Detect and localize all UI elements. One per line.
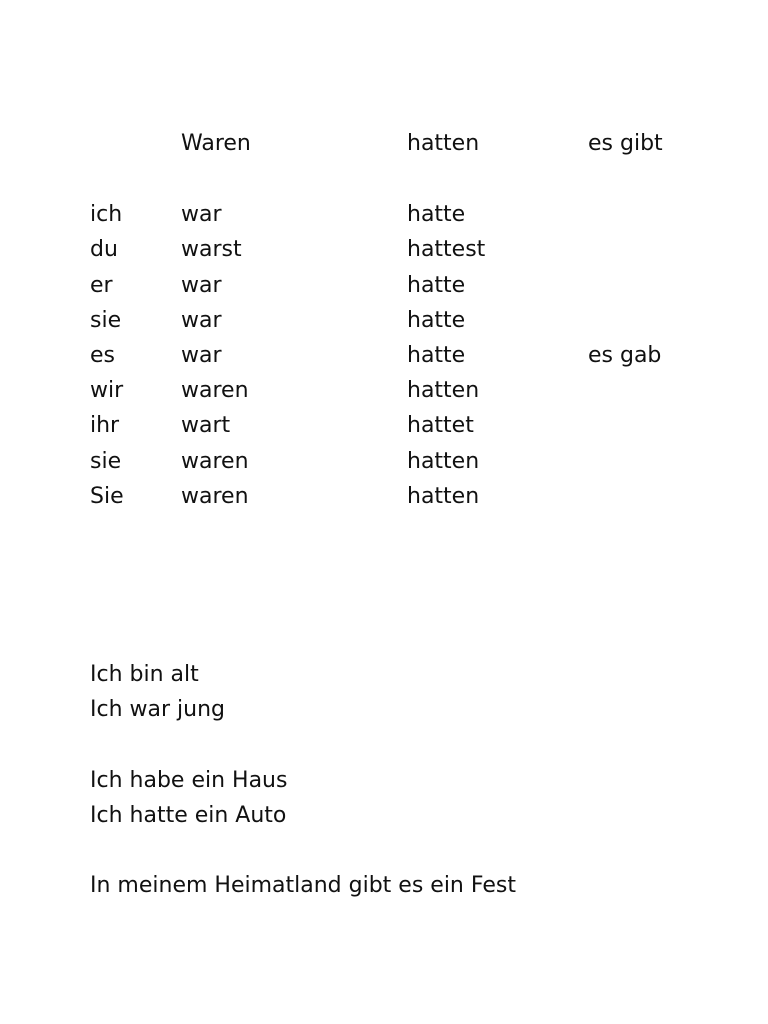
sein-cell: wart <box>181 413 231 439</box>
table-row <box>90 197 708 232</box>
haben-cell: hatten <box>407 483 480 509</box>
pronoun-cell: sie <box>90 307 122 333</box>
sein-cell: war <box>181 202 222 228</box>
geben-cell <box>588 197 708 232</box>
pronoun-cell: es <box>90 343 115 369</box>
header-waren: Waren <box>181 131 251 156</box>
geben-cell <box>588 232 708 267</box>
geben-cell <box>588 408 708 443</box>
sentence-line: Ich habe ein Haus <box>90 767 288 793</box>
sein-cell: waren <box>181 483 249 509</box>
paragraph-gap <box>90 727 516 762</box>
conjugation-table <box>90 126 708 514</box>
haben-cell: hatte <box>407 343 466 369</box>
pronoun-cell: ihr <box>90 413 120 439</box>
pronoun-cell: sie <box>90 448 122 474</box>
pronoun-cell: er <box>90 272 113 298</box>
sentence-line: Ich bin alt <box>90 662 199 687</box>
sentence-line: Ich war jung <box>90 697 225 723</box>
sein-cell: war <box>181 343 222 369</box>
geben-cell <box>588 373 708 408</box>
table-row <box>90 338 708 373</box>
sein-cell: waren <box>181 378 249 404</box>
header-hatten: hatten <box>407 131 480 156</box>
haben-cell: hatte <box>407 202 466 228</box>
geben-cell <box>588 303 708 338</box>
table-row <box>90 479 708 514</box>
pronoun-cell: Sie <box>90 483 124 509</box>
sein-cell: war <box>181 307 222 333</box>
table-row <box>90 444 708 479</box>
haben-cell: hatten <box>407 448 480 474</box>
haben-cell: hattest <box>407 237 486 263</box>
header-pronoun <box>90 126 181 161</box>
pronoun-cell: ich <box>90 202 123 228</box>
header-es-gibt: es gibt <box>588 131 663 156</box>
sein-cell: warst <box>181 237 242 263</box>
geben-cell <box>588 479 708 514</box>
geben-cell: es gab <box>588 343 662 369</box>
table-row <box>90 373 708 408</box>
pronoun-cell: wir <box>90 378 124 404</box>
pronoun-cell: du <box>90 237 118 263</box>
haben-cell: hattet <box>407 413 474 439</box>
example-sentences <box>90 657 516 903</box>
geben-cell <box>588 268 708 303</box>
haben-cell: hatte <box>407 307 466 333</box>
geben-cell <box>588 444 708 479</box>
sein-cell: waren <box>181 448 249 474</box>
haben-cell: hatte <box>407 272 466 298</box>
table-row <box>90 303 708 338</box>
table-header-row <box>90 126 708 161</box>
table-row <box>90 268 708 303</box>
table-row <box>90 232 708 267</box>
sentence-line: Ich hatte ein Auto <box>90 802 287 828</box>
table-row <box>90 408 708 443</box>
table-spacer-row <box>90 161 708 197</box>
sein-cell: war <box>181 272 222 298</box>
paragraph-gap <box>90 833 516 868</box>
haben-cell: hatten <box>407 378 480 404</box>
sentence-line: In meinem Heimatland gibt es ein Fest <box>90 873 516 899</box>
